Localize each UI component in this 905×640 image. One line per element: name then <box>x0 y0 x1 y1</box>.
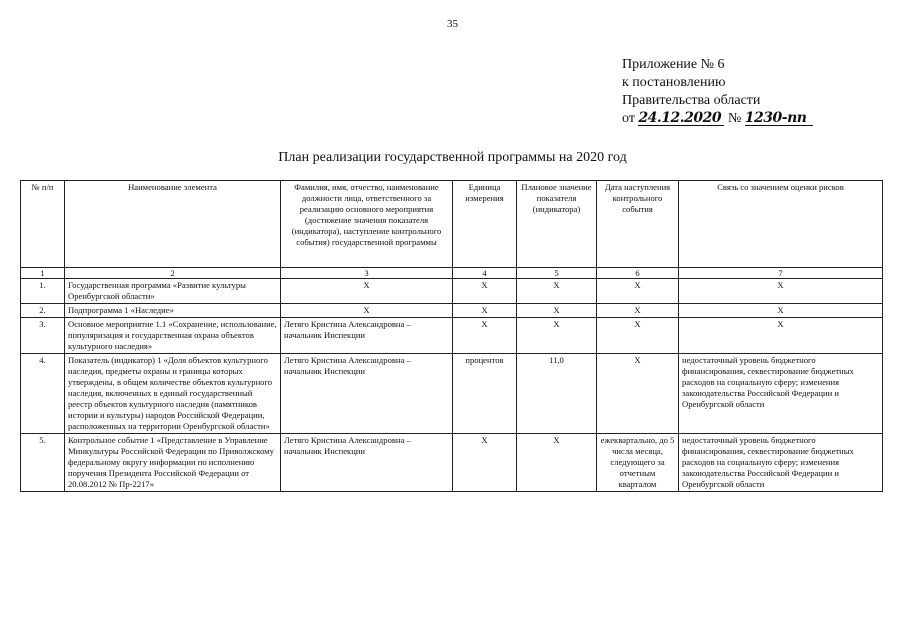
row-planned-value: X <box>517 318 597 354</box>
column-number: 2 <box>65 268 281 279</box>
column-numbers-row <box>21 268 883 279</box>
header-element-name: Наименование элемента <box>65 181 281 268</box>
appendix-line-3: Правительства области <box>622 93 761 108</box>
row-responsible: Летяго Кристина Александровна – начальник Инспекции <box>281 318 453 354</box>
row-planned-value: 11,0 <box>517 354 597 434</box>
row-risk-link: недостаточный уровень бюджетного финансирования, секвестирование бюджетных расходов на социальную сферу; изменения законодательства Российской Федерации и Оренбургской области <box>679 434 883 492</box>
row-element-name: Показатель (индикатор) 1 «Доля объектов культурного наследия, предметы охраны и границы которых утверждены, в общем количестве объектов культурного наследия, включенных в единый государственный реестр объектов культурного наследия (памятников истории и культуры) народов Российской Федерации, расположенных на территории Оренбургской области» <box>65 354 281 434</box>
row-planned-value: X <box>517 304 597 318</box>
appendix-block <box>622 56 813 128</box>
document-title: План реализации государственной программы на 2020 год <box>278 150 627 165</box>
row-risk-link: X <box>679 304 883 318</box>
column-number: 7 <box>679 268 883 279</box>
column-number: 1 <box>21 268 65 279</box>
table-row <box>21 318 883 354</box>
appendix-line-2: к постановлению <box>622 75 726 90</box>
table-row <box>21 304 883 318</box>
column-number: 4 <box>453 268 517 279</box>
header-number: № п/п <box>21 181 65 268</box>
row-responsible: Летяго Кристина Александровна – начальник Инспекции <box>281 434 453 492</box>
row-risk-link: недостаточный уровень бюджетного финансирования, секвестирование бюджетных расходов на социальную сферу; изменения законодательства Российской Федерации и Оренбургской области <box>679 354 883 434</box>
table-row <box>21 434 883 492</box>
header-responsible: Фамилия, имя, отчество, наименование должности лица, ответственного за реализацию основного мероприятия (достижение значения показателя (индикатора), наступление контрольного события) государственной программы <box>281 181 453 268</box>
row-event-date: ежеквартально, до 5 числа месяца, следующего за отчетным кварталом <box>597 434 679 492</box>
number-prefix: № <box>727 111 742 126</box>
row-event-date: X <box>597 318 679 354</box>
handwritten-date: 24.12.2020 <box>638 111 724 126</box>
row-unit: X <box>453 434 517 492</box>
table-row <box>21 354 883 434</box>
row-unit: X <box>453 318 517 354</box>
row-event-date: X <box>597 304 679 318</box>
header-risk-link: Связь со значением оценки рисков <box>679 181 883 268</box>
row-element-name: Основное мероприятие 1.1 «Сохранение, использование, популяризация и государственная охрана объектов культурного наследия» <box>65 318 281 354</box>
column-number: 3 <box>281 268 453 279</box>
row-number: 5. <box>21 434 65 492</box>
plan-table <box>20 180 883 492</box>
row-number: 1. <box>21 279 65 304</box>
page-number: 35 <box>447 18 458 30</box>
header-event-date: Дата наступления контрольного события <box>597 181 679 268</box>
row-unit: X <box>453 304 517 318</box>
header-unit: Единица измерения <box>453 181 517 268</box>
row-unit: процентов <box>453 354 517 434</box>
appendix-date-line <box>622 110 813 128</box>
row-unit: X <box>453 279 517 304</box>
row-responsible: Летяго Кристина Александровна – начальник Инспекции <box>281 354 453 434</box>
row-element-name: Подпрограмма 1 «Наследие» <box>65 304 281 318</box>
date-prefix: от <box>622 111 635 126</box>
row-risk-link: X <box>679 279 883 304</box>
row-planned-value: X <box>517 434 597 492</box>
row-number: 2. <box>21 304 65 318</box>
row-element-name: Контрольное событие 1 «Представление в Управление Минкультуры Российской Федерации по Приволжскому федеральному округу информации по исполнению поручения Президента Российской Федерации от 20.08.2012 № Пр-2217» <box>65 434 281 492</box>
appendix-line-1: Приложение № 6 <box>622 57 725 72</box>
column-number: 5 <box>517 268 597 279</box>
row-responsible: X <box>281 279 453 304</box>
row-planned-value: X <box>517 279 597 304</box>
row-event-date: X <box>597 279 679 304</box>
header-planned-value: Плановое значение показателя (индикатора) <box>517 181 597 268</box>
table-header-row <box>21 181 883 268</box>
row-number: 3. <box>21 318 65 354</box>
handwritten-number: 1230-пп <box>745 111 813 126</box>
row-responsible: X <box>281 304 453 318</box>
column-number: 6 <box>597 268 679 279</box>
row-number: 4. <box>21 354 65 434</box>
table-row <box>21 279 883 304</box>
row-risk-link: X <box>679 318 883 354</box>
row-event-date: X <box>597 354 679 434</box>
row-element-name: Государственная программа «Развитие культуры Оренбургской области» <box>65 279 281 304</box>
